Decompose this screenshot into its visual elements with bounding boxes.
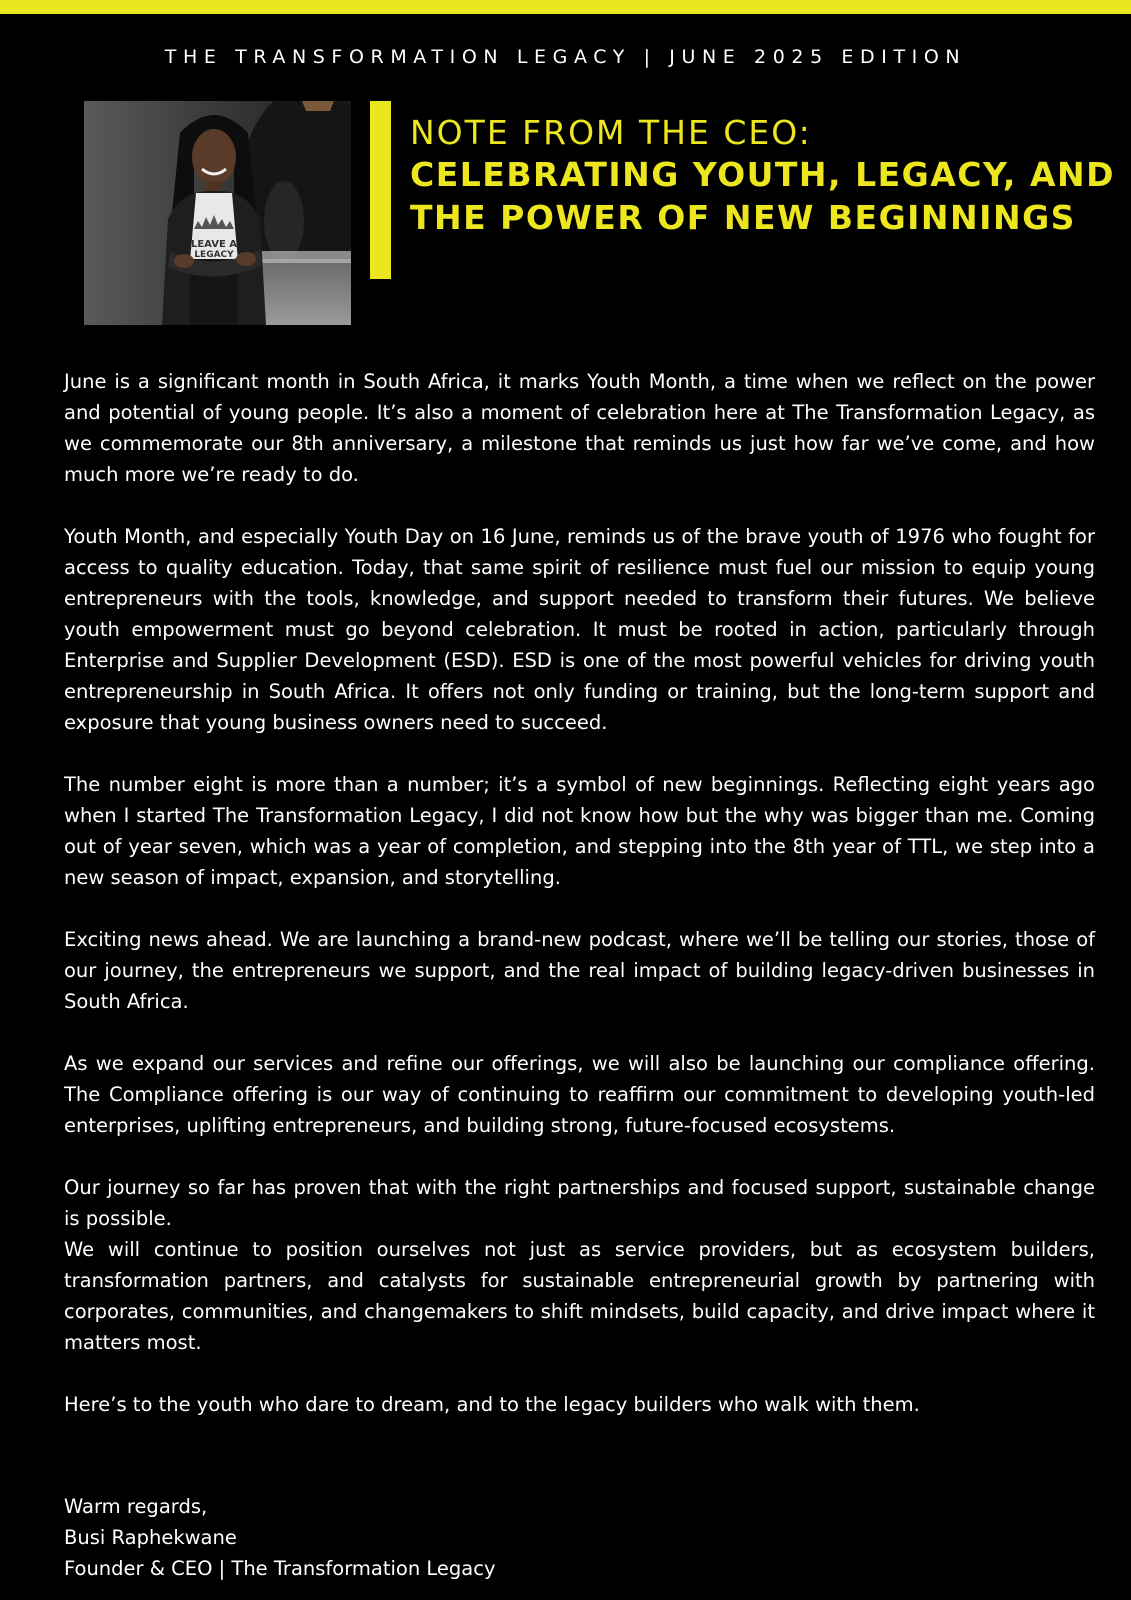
top-accent-bar <box>0 0 1131 14</box>
paragraph-compliance: As we expand our services and refine our offerings, we will also be launching our compliance offering. The Compliance offering is our way of continuing to reaffirm our commitment to developing youth-led enterprises, uplifting entrepreneurs, and building strong, future-focused ecosystems. <box>64 1052 1095 1137</box>
paragraph-number-eight: The number eight is more than a number; it’s a symbol of new beginnings. Reflecting eight years ago when I started The Transformation Legacy, I did not know how but the why was bigger than me. Coming out of year seven, which was a year of completion, and stepping into the 8th year of TTL, we step into a new season of impact, expansion, and storytelling. <box>64 773 1095 889</box>
paragraph-podcast: Exciting news ahead. We are launching a brand-new podcast, where we’ll be telling our stories, those of our journey, the entrepreneurs we support, and the real impact of building legacy-driven businesses in South Africa. <box>64 928 1095 1013</box>
headline-title: CELEBRATING YOUTH, LEGACY, AND THE POWER OF NEW BEGINNINGS <box>410 155 1115 237</box>
signoff-name: Busi Raphekwane <box>64 1526 237 1549</box>
headline <box>410 113 1122 239</box>
ceo-photo <box>84 101 351 325</box>
letter-body <box>64 366 1095 1451</box>
paragraph-ecosystem: We will continue to position ourselves not just as service providers, but as ecosystem builders, transformation partners, and catalysts for sustainable entrepreneurial growth by partnering with corporates, communities, and changemakers to shift mindsets, build capacity, and drive impact where it matters most. <box>64 1238 1095 1354</box>
masthead: THE TRANSFORMATION LEGACY | JUNE 2025 EDITION <box>164 46 967 68</box>
signoff-closing: Warm regards, <box>64 1495 208 1518</box>
headline-kicker: NOTE FROM THE CEO: <box>410 113 812 152</box>
signoff-role: Founder & CEO | The Transformation Legacy <box>64 1557 496 1580</box>
shirt-print-line1: LEAVE A <box>190 239 238 250</box>
shirt-print-line2: LEGACY <box>194 250 234 260</box>
paragraph-closing-toast: Here’s to the youth who dare to dream, and to the legacy builders who walk with them. <box>64 1393 920 1416</box>
headline-accent-bar <box>370 101 391 279</box>
paragraph-youth-month: June is a significant month in South Africa, it marks Youth Month, a time when we reflect on the power and potential of young people. It’s also a moment of celebration here at The Transformation Legacy, as we commemorate our 8th anniversary, a milestone that reminds us just how far we’ve come, and how much more we’re ready to do. <box>64 370 1095 486</box>
paragraph-youth-day: Youth Month, and especially Youth Day on 16 June, reminds us of the brave youth of 1976 who fought for access to quality education. Today, that same spirit of resilience must fuel our mission to equip young entrepreneurs with the tools, knowledge, and support needed to transform their futures. We believe youth empowerment must go beyond celebration. It must be rooted in action, particularly through Enterprise and Supplier Development (ESD). ESD is one of the most powerful vehicles for driving youth entrepreneurship in South Africa. It offers not only funding or training, but the long-term support and exposure that young business owners need to succeed. <box>64 525 1095 734</box>
paragraph-journey: Our journey so far has proven that with the right partnerships and focused support, sustainable change is possible. <box>64 1176 1095 1230</box>
signoff <box>64 1491 1064 1584</box>
